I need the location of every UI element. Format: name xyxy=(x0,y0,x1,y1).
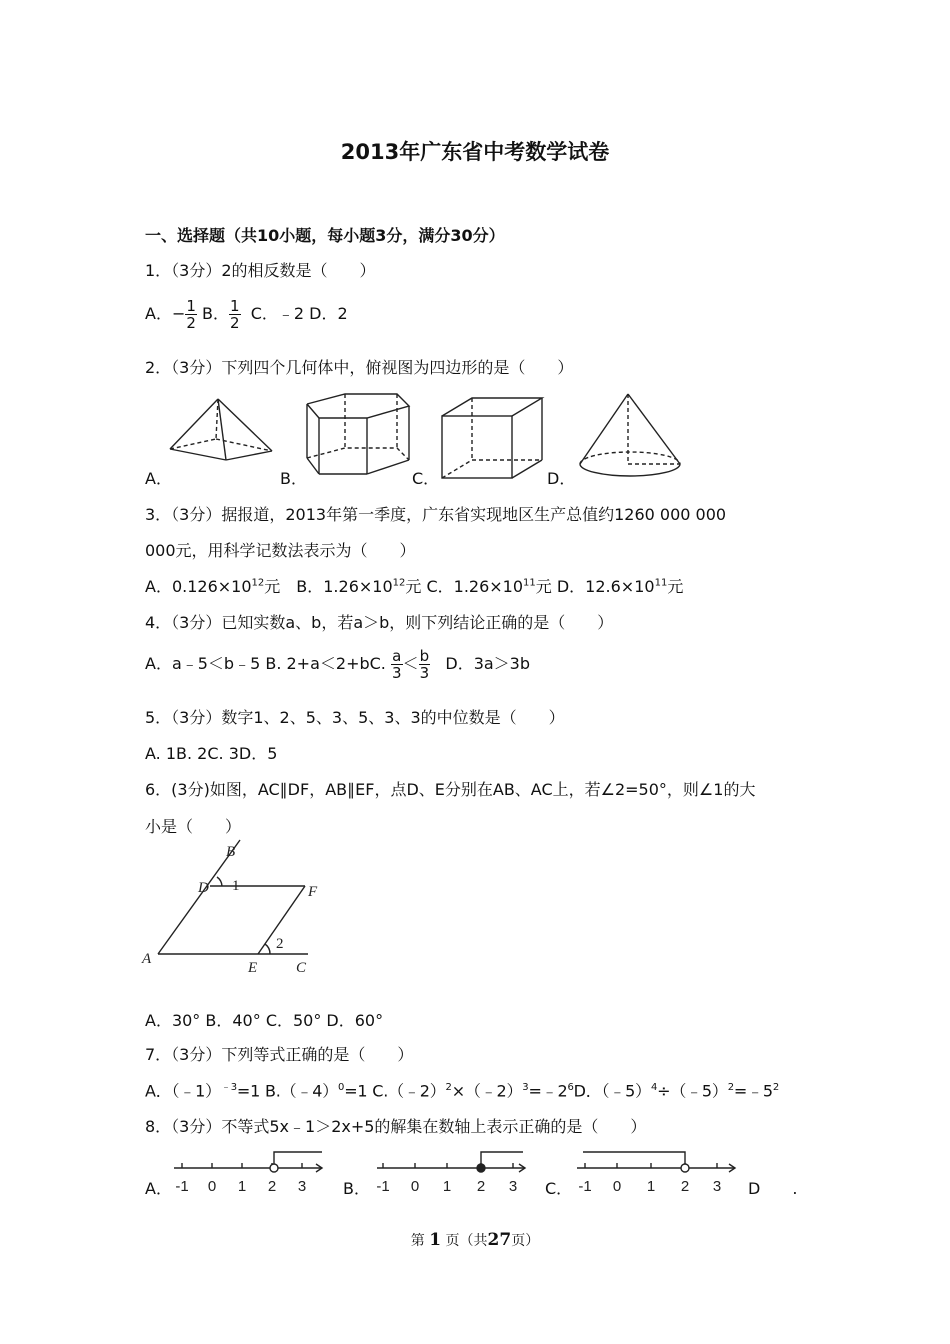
cube-figure xyxy=(440,396,550,486)
question-2-stem: 2．（3分）下列四个几何体中，俯视图为四边形的是（ ） xyxy=(145,358,574,377)
label-C: C xyxy=(296,960,307,976)
tick-a-2: 1 xyxy=(237,1178,247,1195)
q7-text-7: ÷（﹣5） xyxy=(657,1081,728,1101)
q3-d-exponent: 11 xyxy=(654,577,668,589)
q7-text-1: A．（﹣1） xyxy=(145,1081,221,1101)
q2-option-b-label: B． xyxy=(280,469,307,488)
q1-option-a-fraction xyxy=(185,298,197,331)
page-footer xyxy=(0,1230,950,1250)
q7-exp-3: 2 xyxy=(445,1082,452,1093)
tick-a-0: -1 xyxy=(175,1178,189,1195)
footer-total-pages: 27 xyxy=(487,1230,512,1250)
label-D: D xyxy=(198,880,209,896)
tick-b-1: 0 xyxy=(410,1178,420,1195)
label-E: E xyxy=(248,960,258,976)
q4-c-fraction-b xyxy=(419,648,431,681)
question-4-options xyxy=(145,648,530,681)
q1-option-a-sign: − xyxy=(171,304,186,323)
q1-b-numerator: 1 xyxy=(229,297,240,315)
tick-a-1: 0 xyxy=(207,1178,217,1195)
q8-option-b-label: B． xyxy=(343,1179,370,1198)
q3-a-text: A．0.126×10 xyxy=(145,577,252,596)
tick-c-2: 1 xyxy=(646,1178,656,1195)
q1-b-denominator: 2 xyxy=(229,314,240,332)
q3-b-exponent: 12 xyxy=(392,577,406,589)
q1-a-denominator: 2 xyxy=(186,314,196,332)
question-3-line-1: 3．（3分）据报道，2013年第一季度，广东省实现地区生产总值约1260 000 000 xyxy=(145,505,727,524)
q8-option-c-label: C． xyxy=(545,1179,573,1198)
question-5-options: A. 1B. 2C. 3D．5 xyxy=(145,744,278,763)
number-line-a xyxy=(170,1148,330,1198)
question-1-options xyxy=(145,298,348,331)
question-5-stem: 5．（3分）数字1、2、5、3、5、3、3的中位数是（ ） xyxy=(145,708,565,727)
tick-b-2: 1 xyxy=(442,1178,452,1195)
q7-exp-4: 3 xyxy=(522,1082,529,1093)
q2-option-a-label: A． xyxy=(145,469,172,488)
q4-c-numerator-a: a xyxy=(392,647,402,665)
footer-suffix: 页） xyxy=(511,1233,540,1249)
q7-text-4: ×（﹣2） xyxy=(451,1081,523,1101)
q3-a-exponent: 12 xyxy=(251,577,265,589)
label-angle-1: 1 xyxy=(232,878,240,894)
question-1-stem: 1．（3分）2的相反数是（ ） xyxy=(145,261,376,280)
question-3-options xyxy=(145,574,683,597)
q1-option-a-label: A． xyxy=(145,304,172,323)
cone-figure xyxy=(578,390,688,480)
q4-option-d: D．3a＞3b xyxy=(445,654,531,673)
question-6-line-1: 6．(3分)如图，AC∥DF，AB∥EF，点D、E分别在AB、AC上，若∠2=50°，则∠1的大 xyxy=(145,780,756,799)
q8-option-d-label: D . xyxy=(748,1179,798,1198)
tick-c-4: 3 xyxy=(712,1178,722,1195)
tick-a-3: 2 xyxy=(267,1178,277,1195)
tick-c-3: 2 xyxy=(680,1178,690,1195)
q8-option-a-label: A． xyxy=(145,1179,172,1198)
q4-c-relation: ＜ xyxy=(402,654,419,673)
question-6-line-2: 小是（ ） xyxy=(145,817,242,836)
q1-options-cd: C．﹣2 D．2 xyxy=(250,304,348,323)
page-title: 2013年广东省中考数学试卷 xyxy=(340,140,610,164)
q4-c-denominator-a: 3 xyxy=(392,664,402,682)
question-3-line-2: 000元，用科学记数法表示为（ ） xyxy=(145,541,416,560)
label-B: B xyxy=(226,844,236,860)
footer-middle: 页（共 xyxy=(445,1233,488,1249)
tick-b-0: -1 xyxy=(376,1178,390,1195)
q7-exp-2: 0 xyxy=(338,1082,345,1093)
q7-text-5: =﹣2 xyxy=(528,1081,568,1101)
q3-d-text: 元 D．12.6×10 xyxy=(535,577,655,596)
tick-b-4: 3 xyxy=(508,1178,518,1195)
number-line-b xyxy=(373,1148,533,1198)
tick-a-4: 3 xyxy=(297,1178,307,1195)
label-angle-2: 2 xyxy=(276,936,284,952)
q4-c-denominator-b: 3 xyxy=(419,664,430,682)
question-4-stem: 4．（3分）已知实数a、b，若a＞b，则下列结论正确的是（ ） xyxy=(145,613,614,632)
q7-exp-8: 2 xyxy=(772,1082,780,1093)
hexagonal-prism-figure xyxy=(305,392,415,482)
q3-b-text: 元 B．1.26×10 xyxy=(264,577,393,596)
number-line-c xyxy=(575,1148,745,1198)
q7-text-8: =﹣5 xyxy=(733,1081,773,1101)
q7-exp-5: 6 xyxy=(567,1082,574,1093)
label-A: A xyxy=(142,951,152,967)
pyramid-figure xyxy=(168,394,278,464)
q7-text-2: =1 B.（﹣4） xyxy=(236,1081,339,1101)
q4-options-ab: A．a﹣5＜b﹣5 B. 2+a＜2+bC. xyxy=(145,654,386,673)
q7-text-3: =1 C.（﹣2） xyxy=(344,1081,446,1101)
tick-c-0: -1 xyxy=(578,1178,592,1195)
q1-option-b-label: B． xyxy=(202,304,229,323)
tick-c-1: 0 xyxy=(612,1178,622,1195)
q7-exp-1: ﹣3 xyxy=(220,1082,237,1093)
q3-c-exponent: 11 xyxy=(523,577,536,589)
tick-b-3: 2 xyxy=(476,1178,486,1195)
footer-prefix: 第 xyxy=(410,1233,425,1249)
q7-exp-7: 2 xyxy=(727,1082,734,1093)
q1-option-b-fraction xyxy=(229,298,241,331)
q2-option-c-label: C． xyxy=(412,469,440,488)
q4-c-numerator-b: b xyxy=(419,647,430,665)
label-F: F xyxy=(308,884,318,900)
parallelogram-figure xyxy=(140,840,340,980)
question-6-options: A．30° B．40° C．50° D．60° xyxy=(145,1011,384,1030)
q2-option-d-label: D． xyxy=(547,469,576,488)
q3-d-unit: 元 xyxy=(667,577,684,596)
q3-c-text: 元 C．1.26×10 xyxy=(405,577,524,596)
footer-page-number: 1 xyxy=(429,1230,442,1250)
q7-exp-6: 4 xyxy=(650,1082,658,1093)
q1-a-numerator: 1 xyxy=(186,297,196,315)
q4-c-fraction-a xyxy=(391,648,403,681)
question-8-stem: 8．（3分）不等式5x﹣1＞2x+5的解集在数轴上表示正确的是（ ） xyxy=(145,1117,647,1136)
question-7-stem: 7．（3分）下列等式正确的是（ ） xyxy=(145,1045,414,1064)
section-heading: 一、选择题（共10小题，每小题3分，满分30分） xyxy=(145,226,505,245)
q7-text-6: D．（﹣5） xyxy=(573,1081,651,1101)
question-7-options xyxy=(145,1078,779,1101)
